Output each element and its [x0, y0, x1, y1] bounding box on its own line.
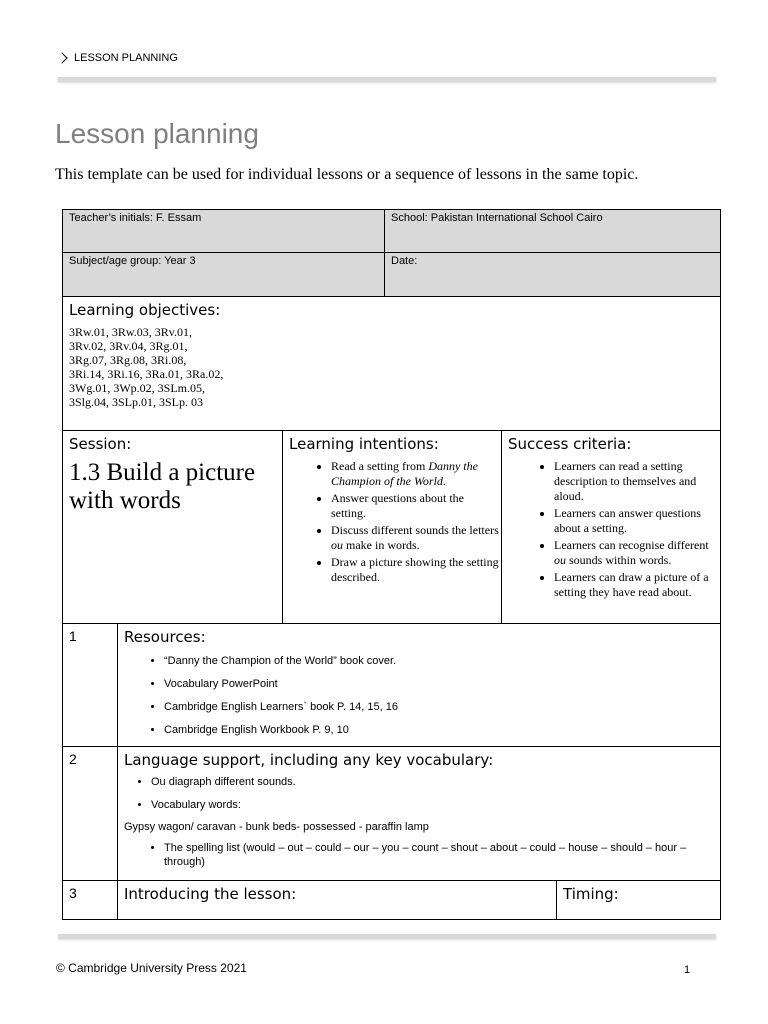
criteria-cell — [502, 431, 721, 624]
timing-cell — [557, 881, 721, 920]
session-heading: Session: — [69, 435, 132, 453]
intro-text: This template can be used for individual lessons or a sequence of lessons in the same topic. — [55, 166, 639, 183]
timing-heading: Timing: — [563, 885, 619, 903]
lesson-plan-table — [62, 209, 721, 920]
row-number: 3 — [63, 881, 118, 920]
chevron-right-icon — [56, 52, 67, 63]
intentions-cell — [283, 431, 502, 624]
list-item: • Discuss different sounds the letters ou make in words. — [331, 523, 501, 553]
list-item: • Answer questions about the setting. — [331, 491, 501, 521]
list-item: • Learners can read a setting description to themselves and aloud. — [554, 459, 720, 504]
school-cell: School: Pakistan International School Cairo — [385, 210, 721, 253]
language-support-heading: Language support, including any key vocabulary: — [124, 751, 494, 769]
page-number: 1 — [684, 964, 691, 976]
criteria-list — [502, 459, 720, 600]
objective-line: 3Rg.07, 3Rg.08, 3Ri.08, — [69, 353, 187, 367]
intentions-list — [283, 459, 501, 585]
list-item: • Learners can answer questions about a setting. — [554, 506, 720, 536]
subject-cell: Subject/age group: Year 3 — [63, 253, 385, 297]
resources-cell — [118, 624, 721, 747]
session-title: 1.3 Build a picture with words — [69, 459, 256, 514]
list-item: • Ou diagraph different sounds. — [151, 775, 720, 789]
header-divider — [58, 77, 716, 82]
objectives-list — [63, 319, 720, 415]
row-number: 1 — [63, 624, 118, 747]
intentions-heading: Learning intentions: — [289, 435, 439, 453]
list-item: • Cambridge English Learners` book P. 14, 15, 16 — [164, 700, 720, 714]
list-item: • Cambridge English Workbook P. 9, 10 — [164, 723, 720, 737]
list-item: • Vocabulary PowerPoint — [164, 677, 720, 691]
teacher-initials-cell: Teacher’s initials: F. Essam — [63, 210, 385, 253]
list-item: • “Danny the Champion of the World” book cover. — [164, 654, 720, 668]
session-cell — [63, 431, 283, 624]
list-item: • Draw a picture showing the setting described. — [331, 555, 501, 585]
resources-list — [118, 654, 720, 737]
section-label: LESSON PLANNING — [74, 52, 178, 64]
language-support-cell — [118, 747, 721, 881]
section-breadcrumb — [58, 52, 178, 64]
page-title: Lesson planning — [55, 118, 259, 149]
copyright: © Cambridge University Press 2021 — [56, 961, 247, 975]
objectives-cell — [63, 297, 721, 431]
criteria-heading: Success criteria: — [508, 435, 632, 453]
introduction-heading: Introducing the lesson: — [124, 885, 297, 903]
list-item: • Learners can recognise different ou sounds within words. — [554, 538, 720, 568]
footer-divider — [58, 934, 716, 939]
date-cell: Date: — [385, 253, 721, 297]
objective-line: 3Rw.01, 3Rw.03, 3Rv.01, — [69, 325, 193, 339]
list-item: • Learners can draw a picture of a setting they have read about. — [554, 570, 720, 600]
spelling-list — [118, 841, 720, 869]
list-item: • Vocabulary words: — [151, 798, 720, 812]
objective-line: 3Wg.01, 3Wp.02, 3SLm.05, — [69, 381, 205, 395]
resources-heading: Resources: — [124, 628, 206, 646]
list-item: • The spelling list (would – out – could – our – you – count – shout – about – could – house – should – hour – through) — [164, 841, 720, 869]
objective-line: 3Slg.04, 3SLp.01, 3SLp. 03 — [69, 395, 204, 409]
introduction-cell — [118, 881, 557, 920]
list-item: • Read a setting from Danny the Champion of the World. — [331, 459, 501, 489]
objective-line: 3Ri.14, 3Ri.16, 3Ra.01, 3Ra.02, — [69, 367, 224, 381]
objective-line: 3Rv.02, 3Rv.04, 3Rg.01, — [69, 339, 188, 353]
row-number: 2 — [63, 747, 118, 881]
language-list — [118, 775, 720, 812]
vocabulary-line: Gypsy wagon/ caravan - bunk beds- possessed - paraffin lamp — [124, 821, 429, 833]
objectives-heading: Learning objectives: — [69, 301, 221, 319]
